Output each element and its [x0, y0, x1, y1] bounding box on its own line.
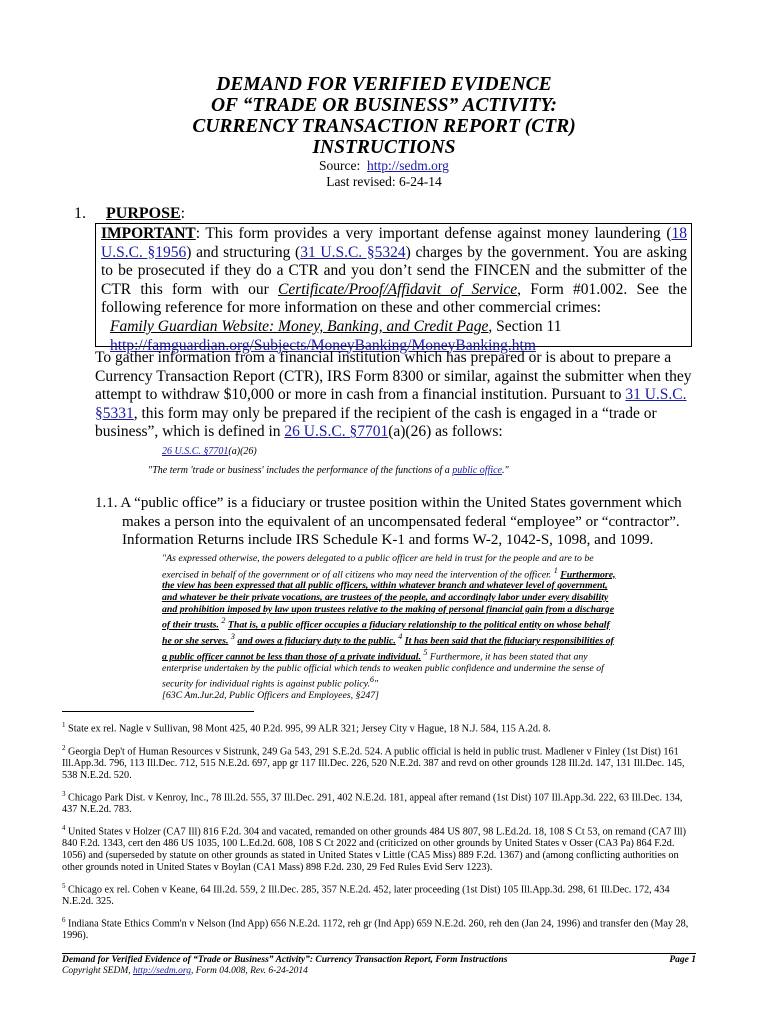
source-label: Source: — [319, 158, 361, 173]
document-title — [0, 74, 768, 158]
title-line-4: INSTRUCTIONS — [312, 137, 456, 158]
statute-citation: 26 U.S.C. §7701(a)(26) — [162, 446, 257, 457]
fn-ref-6[interactable]: 6 — [369, 675, 374, 685]
footer-sedm-link[interactable]: http://sedm.org — [132, 966, 191, 976]
title-line-3: CURRENCY TRANSACTION REPORT (CTR) — [192, 116, 576, 137]
link-18-usc-1956[interactable]: 18 U.S.C. §1956 — [101, 225, 687, 261]
footer-copyright: Copyright SEDM, http://sedm.org, Form 04.008, Rev. 6-24-2014 — [62, 966, 308, 976]
important-label: IMPORTANT — [101, 225, 196, 242]
footer-title: Demand for Verified Evidence of “Trade or Business” Activity”: Currency Transaction Report, Form Instructions — [62, 955, 508, 965]
important-box: IMPORTANT: This form provides a very important defense against money laundering (18 U.S.C. §1956) and structuring (31 U.S.C. §5324) charges by the government. You are asking to be prosecuted if they do a CTR and you don’t send the FINCEN and the submitter of the CTR this form with our Certificate/Proof/Affidavit of Service, Form #01.002. See the following reference for more information on these and other commercial crimes: Family Guardian Website: Money, Banking, and Credit Page, Section 11 http://famguardian.org/Subjects/MoneyBanking/MoneyBanking.htm — [95, 223, 692, 347]
section-title: PURPOSE — [106, 205, 181, 222]
footnote-5: $^5$ Chicago ex rel. Cohen v Keane, 64 Ill.2d. 559, 2 Ill.Dec. 285, 357 N.E.2d. 452, later proceeding (1st Dist) 105 Ill.App.3d. 298, 61 Ill.Dec. 172, 434 N.E.2d. 325. — [62, 882, 670, 908]
source-block — [0, 158, 768, 190]
page-footer — [62, 955, 696, 977]
fn-ref-1[interactable]: 1 — [553, 565, 558, 575]
fn-ref-2[interactable]: 2 — [221, 616, 226, 626]
footnote-3: $^3$ Chicago Park Dist. v Kenroy, Inc., 78 Ill.2d. 555, 37 Ill.Dec. 291, 402 N.E.2d. 181, appeal after remand (1st Dist) 107 Ill.App.3d. 222, 63 Ill.Dec. 134, 437 N.E.2d. 783. — [62, 790, 683, 816]
quote-citation: [63C Am.Jur.2d, Public Officers and Employees, §247] — [162, 690, 379, 702]
statute-quote: "The term 'trade or business' includes the performance of the functions of a public office." — [148, 465, 509, 476]
footnote-6: $^6$ Indiana State Ethics Comm'n v Nelson (Ind App) 656 N.E.2d. 1172, reh gr (Ind App) 659 N.E.2d. 260, reh den (Jan 24, 1996) and transfer den (May 28, 1996). — [62, 916, 689, 942]
link-26-usc-7701[interactable]: 26 U.S.C. §7701 — [284, 423, 389, 441]
certificate-form-ref: Certificate/Proof/Affidavit of Service — [277, 280, 518, 298]
footer-divider — [62, 953, 696, 954]
family-guardian-url[interactable]: http://famguardian.org/Subjects/MoneyBanking/MoneyBanking.htm — [110, 336, 536, 354]
link-public-office[interactable]: public office — [452, 465, 502, 476]
footnote-divider — [62, 711, 254, 712]
fn-ref-3[interactable]: 3 — [230, 632, 235, 642]
section-1-heading: 1. PURPOSE: — [74, 205, 186, 222]
page-number: Page 1 — [669, 955, 696, 965]
footnote-1: $^1$ State ex rel. Nagle v Sullivan, 98 Mont 425, 40 P.2d. 995, 99 ALR 321; Jersey City v Hague, 18 N.J. 584, 115 A.2d. 8. — [62, 721, 551, 735]
title-line-1: DEMAND FOR VERIFIED EVIDENCE — [216, 74, 552, 95]
source-link[interactable]: http://sedm.org — [367, 158, 449, 173]
last-revised: Last revised: 6-24-14 — [326, 174, 442, 189]
purpose-paragraph: To gather information from a financial institution which has prepared or is about to prepare a Currency Transaction Report (CTR), IRS Form 8300 or similar, against the submitter when they attempt to withdraw $10,000 or more in cash from a financial institution. Pursuant to 31 U.S.C. §5331, this form may only be prepared if the recipient of the cash is engaged in a “trade or business”, which is defined in 26 U.S.C. §7701(a)(26) as follows: — [95, 349, 692, 441]
link-26-usc-7701-citation[interactable]: 26 U.S.C. §7701 — [162, 446, 229, 457]
link-31-usc-5324[interactable]: 31 U.S.C. §5324 — [300, 243, 406, 261]
subsection-1-1: 1.1. A “public office” is a fiduciary or trustee position within the United States government which makes a person into the equivalent of an uncompensated federal “employee” or “contractor”. Information Returns include IRS Schedule K-1 and forms W-2, 1042-S, 1098, and 1099. — [95, 495, 682, 549]
title-line-2: OF “TRADE OR BUSINESS” ACTIVITY: — [210, 95, 558, 116]
footnote-4: $^4$ United States v Holzer (CA7 Ill) 816 F.2d. 304 and vacated, remanded on other grounds 484 US 807, 98 L.Ed.2d. 18, 108 S Ct 53, on remand (CA7 Ill) 840 F.2d. 1343, cert den 486 US 1035, 100 L.Ed.2d. 608, 108 S Ct 2022 and (criticized on other grounds by United States v Osser (CA3 Pa) 864 F.2d. 1056) and (superseded by statute on other grounds as stated in United States v Little (CA5 Miss) 889 F.2d. 1367) and (among conflicting authorities on other grounds noted in United States v Boylan (CA1 Mass) 898 F.2d. 230, 29 Fed Rules Evid Serv 1223). — [62, 824, 687, 874]
subsection-number: 1.1. — [95, 495, 118, 511]
section-number: 1. — [74, 205, 86, 222]
footnote-2: $^2$ Georgia Dep't of Human Resources v Sistrunk, 249 Ga 543, 291 S.E.2d. 524. A public official is held in public trust. Madlener v Finley (1st Dist) 161 Ill.App.3d. 796, 113 Ill.Dec. 712, 515 N.E.2d. 697, app gr 117 Ill.Dec. 226, 520 N.E.2d. 387 and revd on other grounds 128 Ill.2d. 147, 131 Ill.Dec. 145, 538 N.E.2d. 520. — [62, 744, 685, 782]
family-guardian-ref: Family Guardian Website: Money, Banking, and Credit Page — [110, 317, 489, 335]
am-jur-quote: "As expressed otherwise, the powers delegated to a public officer are held in trust for the people and are to be exercised in behalf of the government or of all citizens who may need the intervention of the officer. $^1$ Furthermore, the view has been expressed that all public officers, within whatever branch and whatever level of government, and whatever be their private vocations, are trustees of the people, and accordingly labor under every disability and prohibition imposed by law upon trustees relative to the making of personal financial gain from a discharge of their trusts. $^2$ That is, a public officer occupies a fiduciary relationship to the political entity on whose behalf he or she serves. $^3$ and owes a fiduciary duty to the public. $^4$ It has been said that the fiduciary responsibilities of a public officer cannot be less than those of a private individual. $^5$ Furthermore, it has been stated that any enterprise undertaken by the public official which tends to weaken public confidence and undermine the sense of security for individual rights is against public policy.$^6$" [63C Am.Jur.2d, Public Officers and Employees, §247] — [162, 553, 618, 702]
link-31-usc-5331[interactable]: 31 U.S.C. §5331 — [95, 386, 687, 422]
fn-ref-4[interactable]: 4 — [398, 632, 403, 642]
fn-ref-5[interactable]: 5 — [423, 647, 428, 657]
